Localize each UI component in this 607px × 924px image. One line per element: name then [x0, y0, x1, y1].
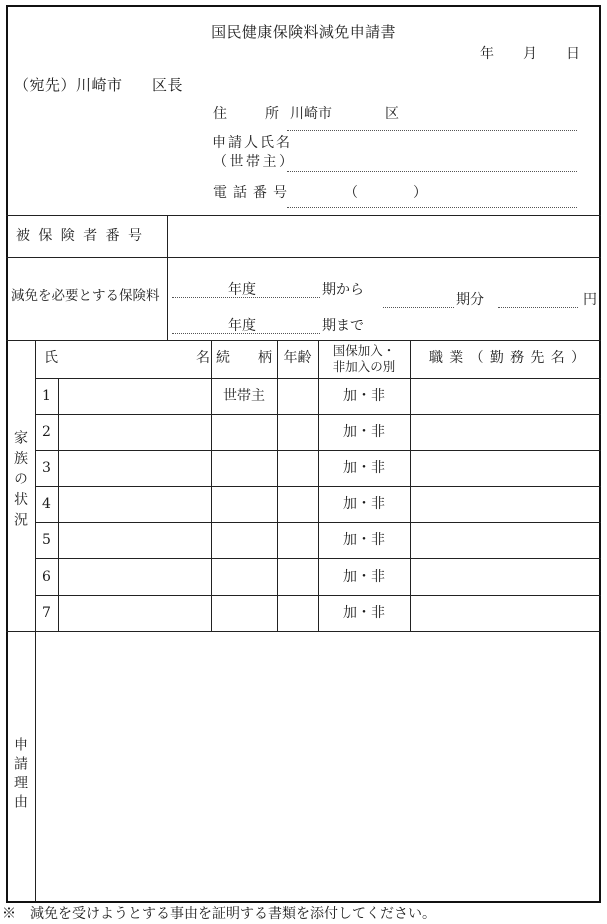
table-line — [6, 340, 601, 341]
row-number: 7 — [42, 605, 51, 621]
insured-number-label: 被保険者番号 — [16, 228, 142, 244]
family-header-kokuho-line1: 国保加入・ — [332, 343, 396, 358]
reason-field — [40, 640, 595, 895]
premium-to-year-label: 年度 — [228, 318, 256, 334]
premium-from-year-label: 年度 — [228, 282, 256, 298]
table-line — [167, 215, 168, 340]
premium-yen-label: 円 — [583, 292, 597, 308]
row-kokuho-choice: 加・非 — [343, 496, 385, 512]
applicant-name-label: 申請人氏名 — [212, 135, 292, 151]
table-line — [58, 378, 59, 631]
row-kokuho-choice: 加・非 — [343, 424, 385, 440]
phone-paren-open: （ — [344, 185, 358, 201]
applicant-householder-label: （世帯主） — [213, 154, 293, 170]
premium-to-suffix: 期まで — [322, 318, 364, 334]
table-line — [6, 257, 601, 258]
table-line — [277, 340, 278, 631]
table-line — [6, 631, 601, 632]
phone-write-line — [287, 207, 577, 208]
insured-number-field — [180, 222, 590, 250]
form-title: 国民健康保険料減免申請書 — [211, 23, 396, 41]
family-header-kokuho-line2: 非加入の別 — [332, 359, 396, 374]
phone-paren-close: ） — [413, 185, 427, 201]
premium-periods-write-line — [383, 307, 454, 308]
row-number: 6 — [42, 569, 51, 585]
table-line — [6, 215, 601, 216]
footnote: ※ 減免を受けようとする事由を証明する書類を添付してください。 — [2, 906, 436, 922]
family-header-occupation: 職業（勤務先名） — [429, 350, 585, 366]
row-kokuho-choice: 加・非 — [343, 532, 385, 548]
premium-period-label: 期分 — [456, 292, 484, 308]
row-kokuho-choice: 加・非 — [343, 569, 385, 585]
table-line — [410, 340, 411, 631]
premium-amount-write-line — [498, 307, 578, 308]
row-number: 5 — [42, 532, 51, 548]
row-number: 3 — [42, 460, 51, 476]
family-header-name: 氏名 — [44, 350, 210, 366]
phone-label: 電話番号 — [213, 185, 287, 201]
row-number: 1 — [42, 388, 51, 404]
premium-from-suffix: 期から — [322, 282, 364, 298]
family-header-relation: 続柄 — [216, 350, 272, 366]
table-line — [211, 340, 212, 631]
row-relation: 世帯主 — [223, 388, 265, 404]
applicant-name-write-line — [287, 171, 577, 172]
row-kokuho-choice: 加・非 — [343, 605, 385, 621]
reason-strip-label: 申請理由 — [12, 737, 28, 813]
address-city: 川崎市 — [290, 106, 332, 122]
row-number: 2 — [42, 424, 51, 440]
family-header-age: 年齢 — [283, 350, 312, 366]
address-write-line — [287, 130, 577, 131]
address-label: 住所 — [213, 106, 279, 122]
recipient-prefix: （宛先）川崎市 — [14, 76, 123, 94]
table-line — [318, 340, 319, 631]
address-ward: 区 — [385, 106, 399, 122]
premium-label: 減免を必要とする保険料 — [11, 288, 160, 304]
row-kokuho-choice: 加・非 — [343, 460, 385, 476]
row-kokuho-choice: 加・非 — [343, 388, 385, 404]
family-status-strip-label: 家族の状況 — [12, 430, 28, 533]
recipient-ward-chief: 区長 — [152, 76, 184, 94]
date-line: 年月日 — [480, 46, 580, 62]
row-number: 4 — [42, 496, 51, 512]
